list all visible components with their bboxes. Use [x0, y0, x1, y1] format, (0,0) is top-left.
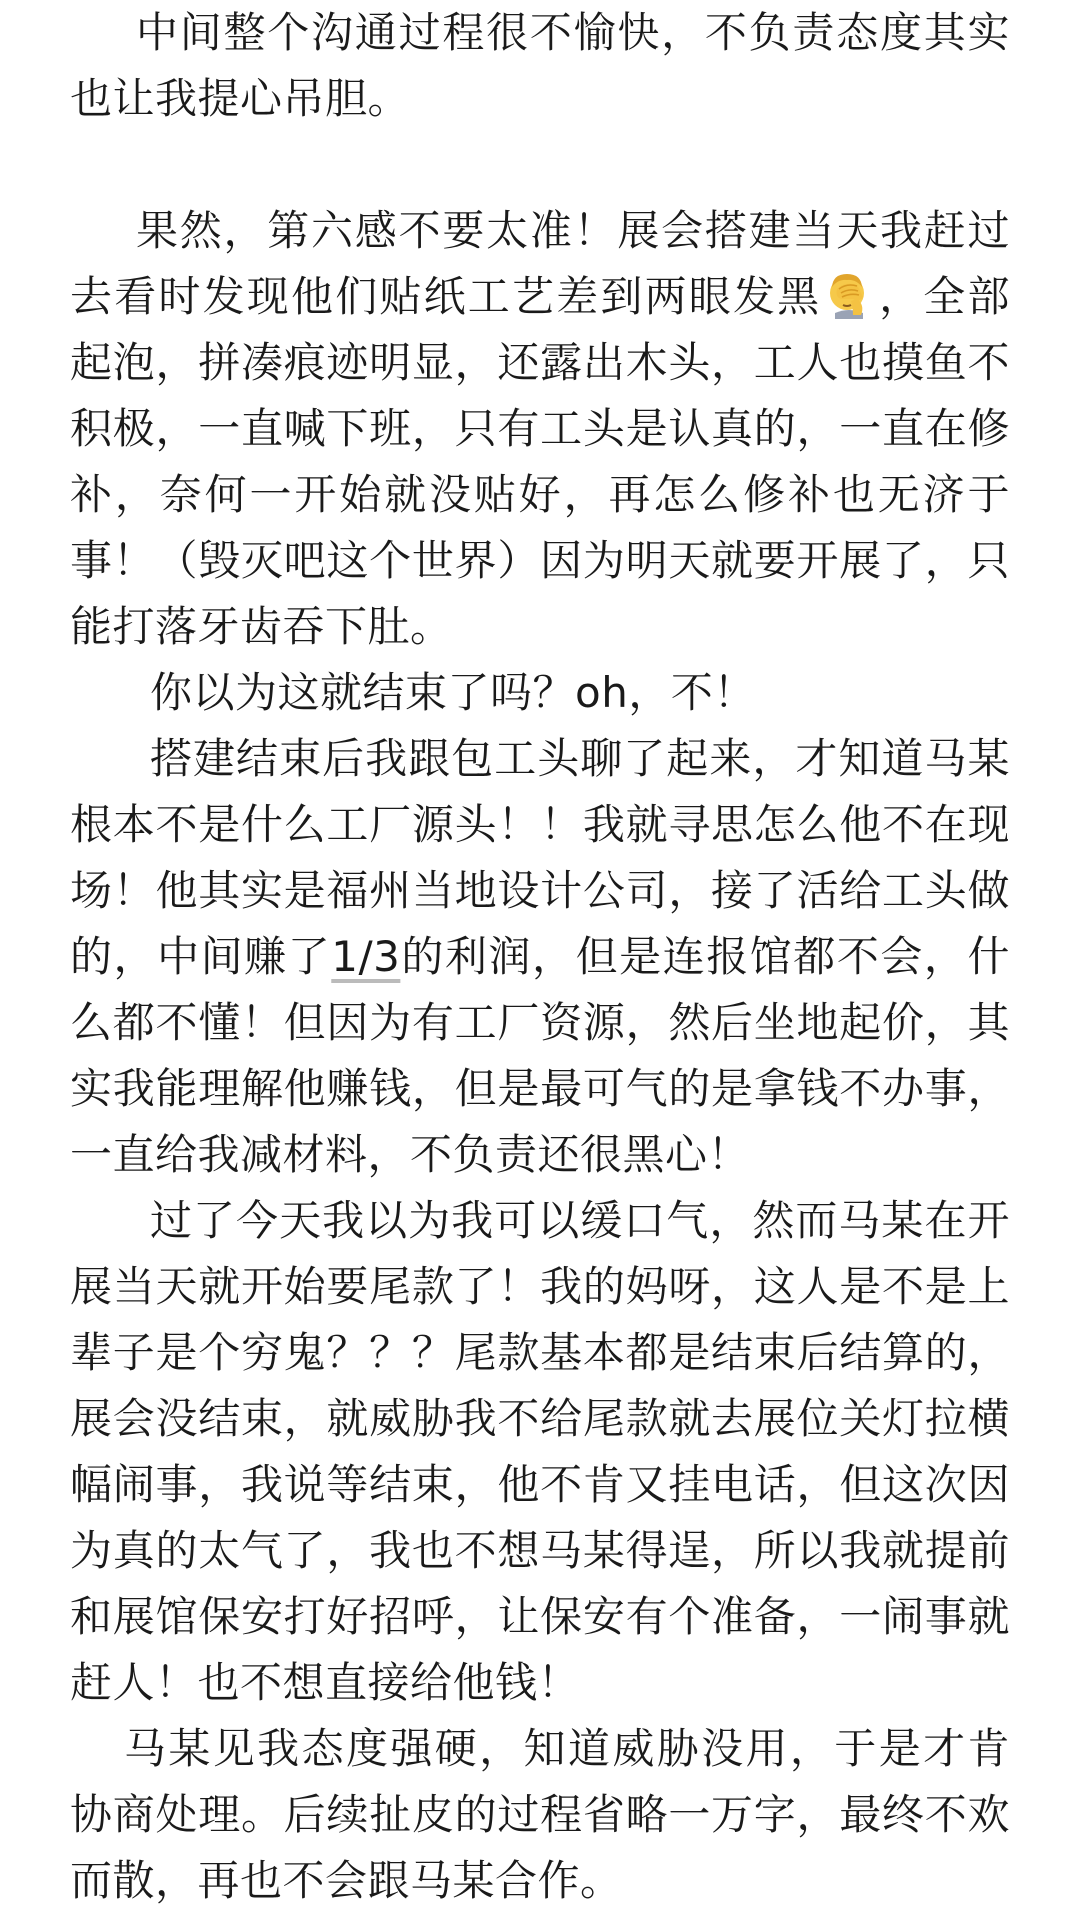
blank-line [70, 132, 1010, 198]
paragraph-4-part-2: 的利润，但是连报馆都不会，什么都不懂！但因为有工厂资源，然后坐地起价，其实我能理解他赚钱，但是最可气的是拿钱不办事，一直给我减材料，不负责还很黑心！ [70, 932, 1010, 1179]
paragraph-5: 过了今天我以为我可以缓口气，然而马某在开展当天就开始要尾款了！我的妈呀，这人是不是上辈子是个穷鬼？？？尾款基本都是结束后结算的，展会没结束，就威胁我不给尾款就去展位关灯拉横幅闹事，我说等结束，他不肯又挂电话，但这次因为真的太气了，我也不想马某得逞，所以我就提前和展馆保安打好招呼，让保安有个准备，一闹事就赶人！也不想直接给他钱！ [70, 1196, 1010, 1707]
paragraph-1: 中间整个沟通过程很不愉快，不负责态度其实也让我提心吊胆。 [70, 8, 1010, 123]
paragraph-4-part-1: 搭建结束后我跟包工头聊了起来，才知道马某根本不是什么工厂源头！！我就寻思怎么他不在现场！他其实是福州当地设计公司，接了活给工头做的，中间赚了 [70, 734, 1010, 981]
facepalm-emoji-icon [823, 269, 875, 321]
paragraph-2-part-2: ，全部起泡，拼凑痕迹明显，还露出木头，工人也摸鱼不积极，一直喊下班，只有工头是认真的，一直在修补，奈何一开始就没贴好，再怎么修补也无济于事！（毁灭吧这个世界）因为明天就要开展了，只能打落牙齿吞下肚。 [70, 272, 1010, 651]
paragraph-2 [70, 198, 1010, 660]
paragraph-3: 你以为这就结束了吗？oh，不！ [150, 668, 756, 717]
paragraph-6: 马某见我态度强硬，知道威胁没用，于是才肯协商处理。后续扯皮的过程省略一万字，最终不欢而散，再也不会跟马某合作。 [70, 1724, 1010, 1905]
fraction-number: 1/3 [331, 932, 401, 981]
paragraph-2-part-1: 果然，第六感不要太准！展会搭建当天我赶过去看时发现他们贴纸工艺差到两眼发黑 [70, 206, 1010, 321]
paragraph-4 [70, 726, 1010, 1188]
